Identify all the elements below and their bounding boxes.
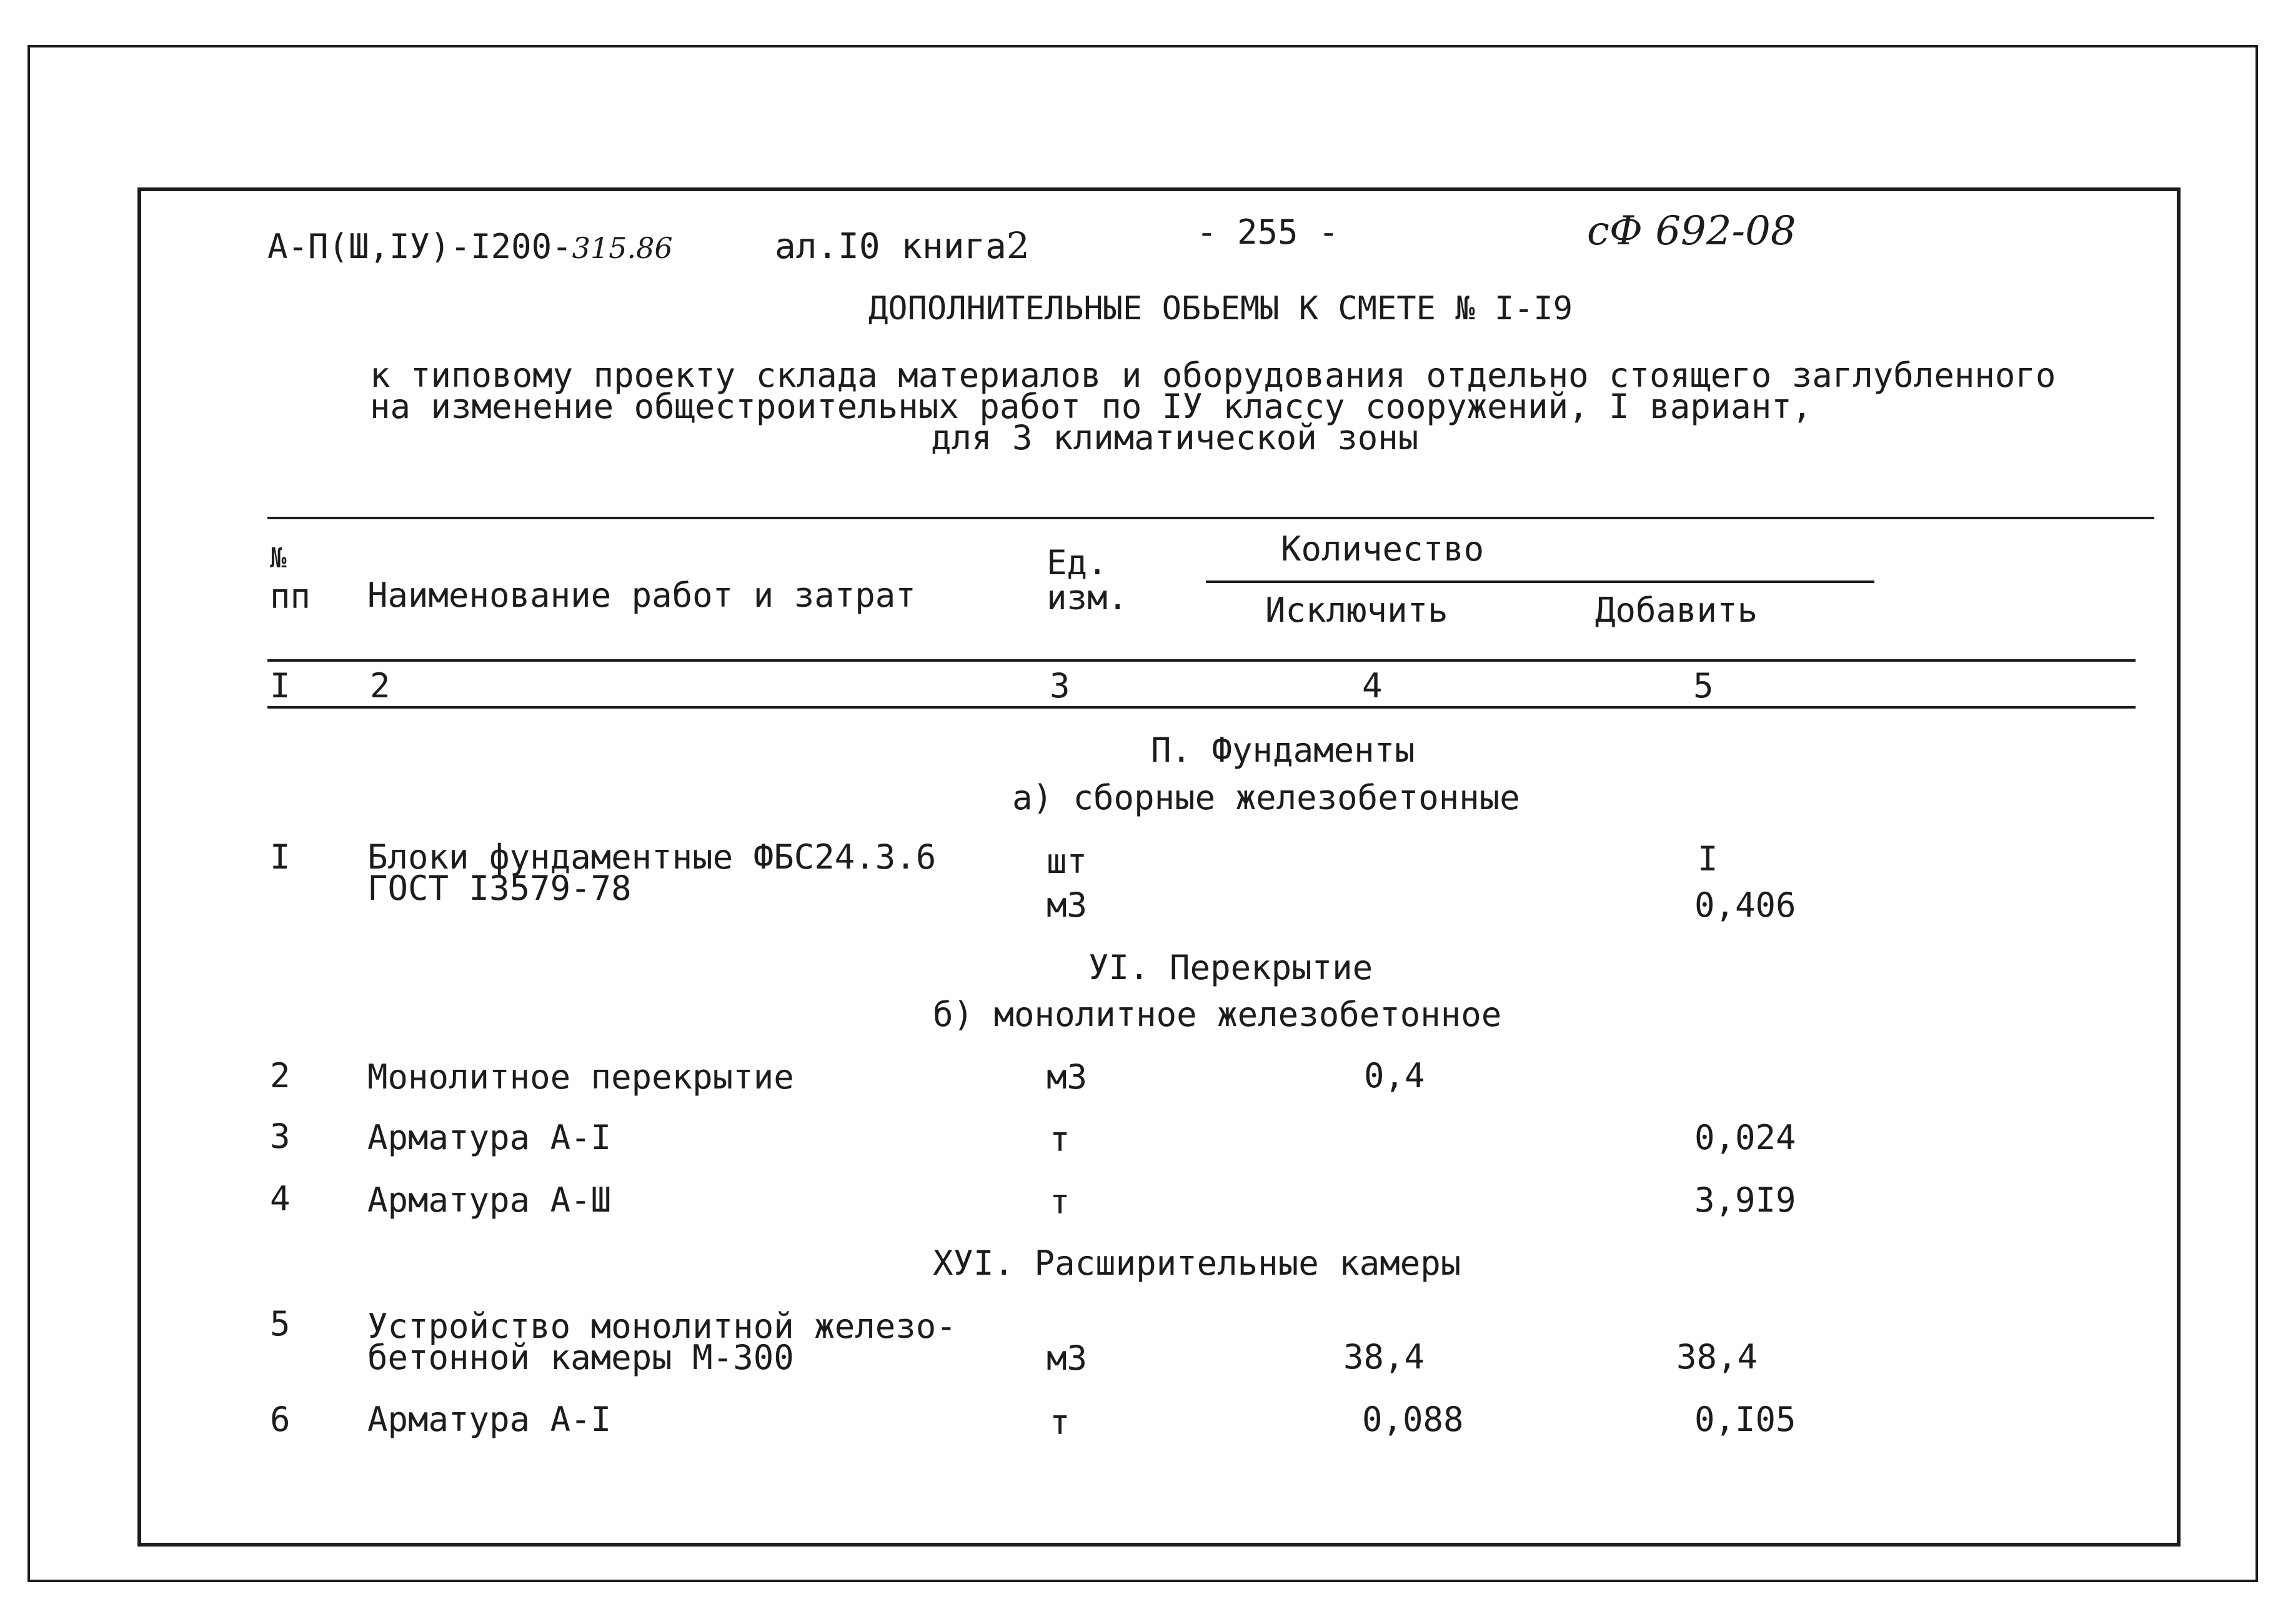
row-name-line1: Монолитное перекрытие — [367, 1057, 794, 1097]
row-add: 0,I05 — [1694, 1400, 1796, 1439]
section-title: П. Фундаменты — [1151, 730, 1415, 770]
row-number: 4 — [270, 1179, 291, 1218]
row-name-line1: Блоки фундаментные ФБС24.3.6 — [367, 837, 937, 877]
row-exclude: 38,4 — [1343, 1337, 1425, 1377]
handwritten-stamp: сФ 692-08 — [1587, 208, 1796, 254]
row-number: I — [270, 837, 291, 877]
page-number: - 255 - — [1196, 212, 1339, 252]
row-add: 38,4 — [1676, 1337, 1758, 1377]
header-bottom-rule — [267, 659, 2136, 662]
row-name-line1: Арматура А-I — [367, 1118, 612, 1157]
document-code-printed: А-П(Ш,IУ)-I200- — [267, 227, 572, 266]
column-number-3: 3 — [1050, 666, 1070, 705]
row-unit-line1: т — [1050, 1182, 1070, 1222]
row-exclude: 0,088 — [1362, 1400, 1464, 1439]
row-unit-line2: м3 — [1047, 885, 1088, 925]
column-number-2: 2 — [370, 666, 390, 705]
header-exclude: Исключить — [1265, 590, 1448, 630]
row-add: 0,024 — [1694, 1118, 1796, 1157]
column-number-1: I — [270, 666, 291, 705]
row-number: 3 — [270, 1117, 291, 1156]
document-code — [267, 227, 673, 266]
row-add: 3,9I9 — [1694, 1180, 1796, 1220]
header-add: Добавить — [1595, 590, 1758, 630]
header-number-sign: № — [270, 542, 287, 574]
header-unit-line1: Ед. — [1047, 543, 1108, 582]
quantity-header-rule — [1206, 580, 1874, 583]
document-code-handwritten: 315.86 — [572, 231, 673, 265]
header-name: Наименование работ и затрат — [367, 575, 916, 615]
section-title: УI. Перекрытие — [1088, 948, 1373, 987]
row-number: 5 — [270, 1304, 291, 1343]
book-handwritten: 2 — [1006, 224, 1030, 267]
row-unit-line1: шт — [1047, 842, 1088, 881]
column-number-4: 4 — [1362, 666, 1383, 705]
row-unit-line1: т — [1050, 1120, 1070, 1159]
row-number: 6 — [270, 1400, 291, 1439]
row-exclude: 0,4 — [1364, 1056, 1425, 1095]
section-title: ХУI. Расширительные камеры — [933, 1243, 1461, 1283]
album-printed: ал.I0 книга — [775, 226, 1007, 267]
subtitle-line-2: на изменение общестроительных работ по IУ классу сооружений, I вариант, — [370, 387, 1813, 426]
subtitle-line-3: для 3 климатической зоны — [931, 418, 1419, 457]
column-number-5: 5 — [1693, 666, 1714, 705]
row-name-line1: Устройство монолитной железо- — [367, 1307, 957, 1346]
row-name-line2: бетонной камеры М-300 — [367, 1338, 794, 1377]
row-name-line2: ГОСТ I3579-78 — [367, 869, 632, 908]
section-subtitle: б) монолитное железобетонное — [933, 995, 1502, 1034]
section-subtitle: а) сборные железобетонные — [1012, 778, 1520, 817]
row-unit-line1: т — [1050, 1403, 1070, 1442]
row-add-line1: I — [1698, 839, 1718, 879]
row-name-line1: Арматура А-I — [367, 1400, 612, 1439]
row-unit-line1: м3 — [1047, 1338, 1088, 1378]
row-name-line1: Арматура А-Ш — [367, 1180, 612, 1220]
subtitle-line-1: к типовому проекту склада материалов и оборудования отдельно стоящего заглубленного — [370, 356, 2056, 395]
header-quantity: Количество — [1281, 529, 1485, 569]
page-title: ДОПОЛНИТЕЛЬНЫЕ ОБЬЕМЫ К СМЕТЕ № I-I9 — [868, 290, 1573, 327]
row-number: 2 — [270, 1056, 291, 1095]
table-top-rule — [267, 517, 2154, 519]
row-unit-line1: м3 — [1047, 1057, 1088, 1097]
row-add-line2: 0,406 — [1694, 885, 1796, 925]
album-label — [775, 224, 1030, 267]
header-number-pp: пп — [270, 577, 311, 616]
column-numbers-rule — [267, 706, 2136, 709]
header-unit-line2: изм. — [1047, 578, 1128, 617]
